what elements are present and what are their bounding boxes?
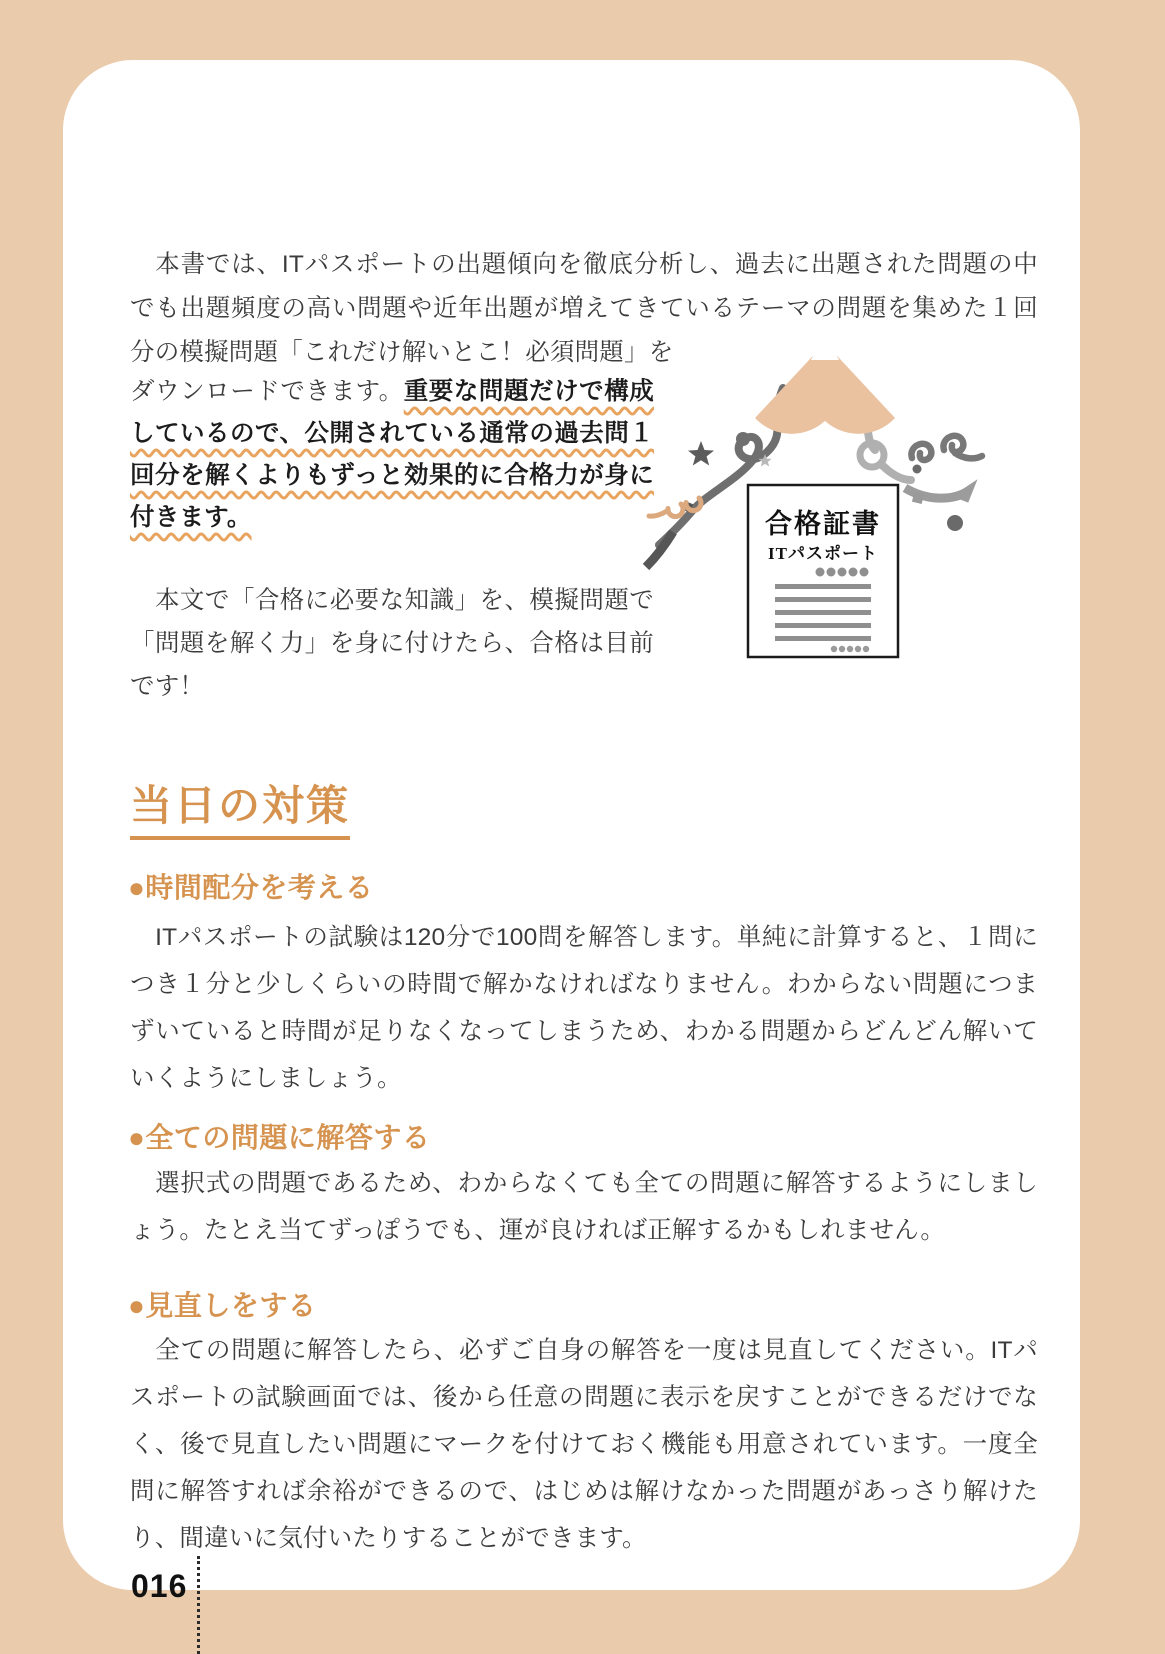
section-title-time-allocation	[128, 871, 373, 905]
bullet-icon: ●	[128, 1290, 146, 1322]
section-title-text: 見直しをする	[145, 1290, 317, 1322]
section-title-answer-all	[128, 1121, 430, 1155]
intro-paragraph-1-lead: 本書では、ITパスポートの出題傾向を徹底分析し、過去に出題された問題の中でも出題頻度の高い問題や近年出題が増えてきているテーマの問題を集めた１回分の模擬問題「これだけ解いとこ！必須問題」を	[130, 250, 1038, 366]
intro-paragraph-2: 本文で「合格に必要な知識」を、模擬問題で「問題を解く力」を身に付けたら、合格は目前です！	[130, 586, 654, 700]
bullet-icon: ●	[128, 1122, 146, 1154]
content-sheet	[63, 60, 1080, 1590]
intro-paragraph-1-continued	[130, 371, 654, 539]
section-title-text: 時間配分を考える	[145, 872, 374, 904]
section-body-answer-all: 選択式の問題であるため、わからなくても全ての問題に解答するようにしましょう。たとえ当てずっぽうでも、運が良ければ正解するかもしれません。	[130, 1169, 1038, 1244]
bullet-icon: ●	[128, 872, 146, 904]
certificate-subtitle: ITパスポート	[768, 544, 878, 563]
popper-gap	[811, 332, 839, 360]
celebration-illustration	[615, 300, 1035, 660]
section-body-time-allocation: ITパスポートの試験は120分で100問を解答します。単純に計算すると、１問につき１分と少しくらいの時間で解かなければなりません。わからない問題につまずいていると時間が足りなくなってしまうため、わかる問題からどんどん解いていくようにしましょう。	[130, 923, 1038, 1092]
section-body-review: 全ての問題に解答したら、必ずご自身の解答を一度は見直してください。ITパスポートの試験画面では、後から任意の問題に表示を戻すことができるだけでなく、後で見直したい問題にマークを付けておく機能も用意されています。一度全問に解答すれば余裕ができるので、はじめは解けなかった問題があっさり解けたり、間違いに気付いたりすることができます。	[130, 1336, 1038, 1552]
section-title-text: 全ての問題に解答する	[145, 1122, 431, 1154]
section-title-review	[128, 1289, 316, 1323]
certificate-icon	[748, 485, 898, 657]
footer-dotted-rule	[197, 1556, 200, 1654]
certificate-title: 合格証書	[765, 509, 881, 539]
page-title: 当日の対策	[130, 783, 350, 840]
intro-download-text: ダウンロードできます。	[130, 377, 404, 405]
page-number: 016	[131, 1568, 188, 1604]
celebration-illustration-svg	[615, 300, 1035, 660]
intro-emphasis-text: 重要な問題だけで構成しているので、公開されている通常の過去問１回分を解くよりもずっと効果的に合格力が身に付きます。	[130, 377, 654, 531]
